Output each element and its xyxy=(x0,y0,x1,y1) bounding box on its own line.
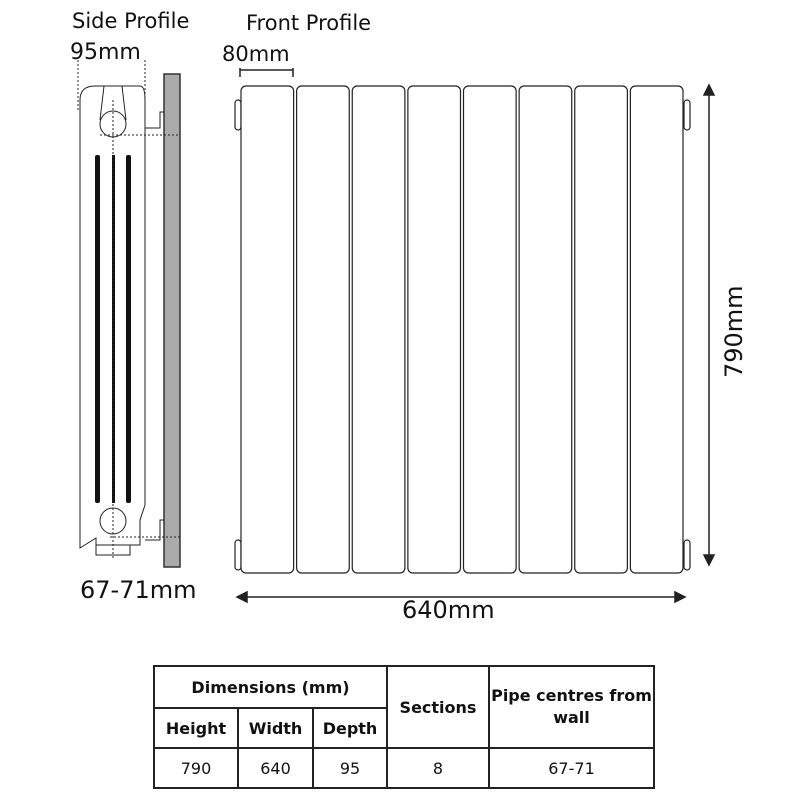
bracket-right xyxy=(684,540,690,570)
radiator-section xyxy=(241,86,294,573)
radiator-section xyxy=(519,86,572,573)
side-profile-title: Side Profile xyxy=(72,9,190,33)
value-width: 640 xyxy=(238,748,313,788)
radiator-section xyxy=(575,86,628,573)
width-label: 640mm xyxy=(402,596,495,624)
header-sections: Sections xyxy=(387,666,489,748)
wall-plate xyxy=(164,74,180,567)
height-label: 790mm xyxy=(720,285,748,378)
front-profile-drawing xyxy=(235,86,690,573)
depth-label: 95mm xyxy=(70,40,141,65)
value-sections: 8 xyxy=(387,748,489,788)
header-width: Width xyxy=(238,708,313,748)
pipe-centres-label: 67-71mm xyxy=(80,576,197,604)
group-header: Dimensions (mm) xyxy=(154,666,387,708)
value-height: 790 xyxy=(154,748,238,788)
header-height: Height xyxy=(154,708,238,748)
radiator-section xyxy=(297,86,350,573)
dimensions-table xyxy=(153,665,655,789)
side-profile-drawing xyxy=(78,60,180,567)
value-pipe-centres: 67-71 xyxy=(489,748,654,788)
radiator-section xyxy=(408,86,461,573)
front-profile-title: Front Profile xyxy=(246,11,372,35)
bracket-left xyxy=(235,540,241,570)
header-depth: Depth xyxy=(313,708,387,748)
bracket-right xyxy=(684,100,690,130)
radiator-section xyxy=(464,86,517,573)
bracket-left xyxy=(235,100,241,130)
header-pipe-centres: Pipe centres from wall xyxy=(489,666,654,748)
radiator-section xyxy=(630,86,683,573)
radiator-section xyxy=(352,86,405,573)
value-depth: 95 xyxy=(313,748,387,788)
section-width-label: 80mm xyxy=(222,42,290,66)
